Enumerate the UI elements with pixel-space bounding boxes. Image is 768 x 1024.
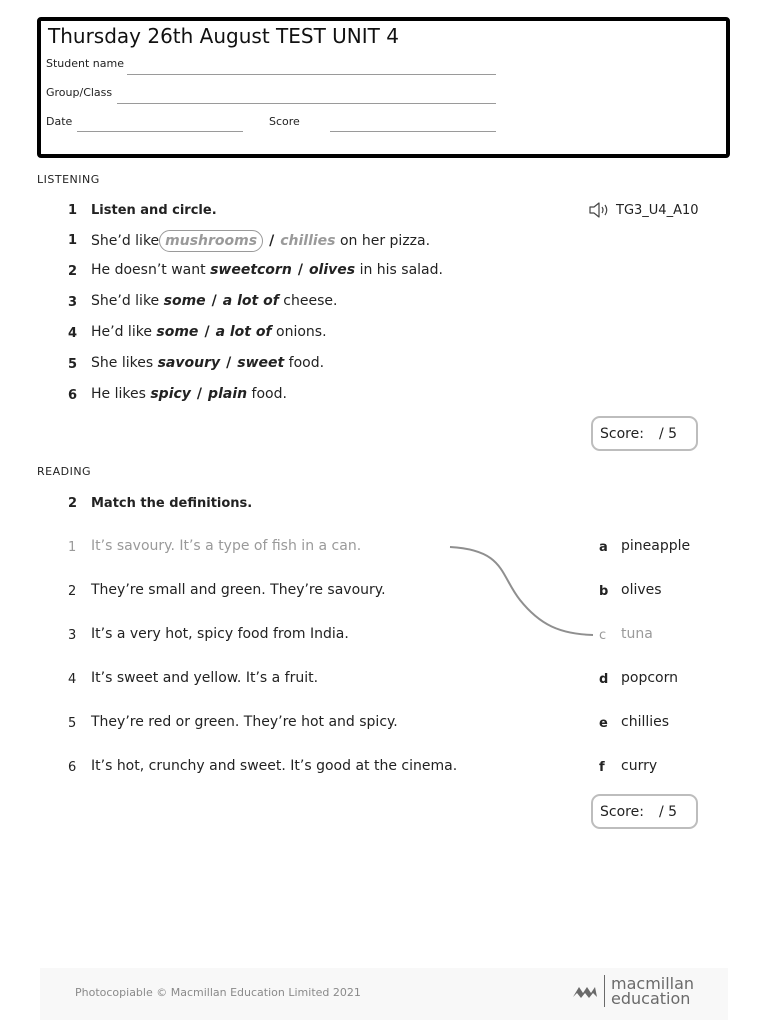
definition-number: 3 — [68, 628, 77, 643]
definition-number: 1 — [68, 540, 77, 555]
listening-item-number: 6 — [68, 388, 78, 403]
page-title: Thursday 26th August TEST UNIT 4 — [48, 24, 399, 48]
reading-score-box — [591, 794, 698, 829]
separator: / — [204, 324, 210, 340]
listening-instruction: Listen and circle. — [91, 203, 217, 218]
macmillan-logo — [572, 975, 694, 1007]
option-2[interactable]: olives — [308, 262, 356, 278]
score-box-label: Score: — [600, 803, 644, 820]
circled-answer: mushrooms — [159, 230, 263, 252]
definition-text: It’s a very hot, spicy food from India. — [91, 626, 349, 642]
listening-item-number: 3 — [68, 295, 78, 310]
separator: / — [269, 233, 275, 249]
option-2: chillies — [280, 233, 336, 249]
item-text-before: She likes — [91, 355, 154, 371]
definition-number: 6 — [68, 760, 77, 775]
group-class-label: Group/Class — [46, 86, 113, 99]
score-label: Score — [269, 115, 300, 128]
item-text-before: He doesn’t want — [91, 262, 206, 278]
option-2[interactable]: sweet — [237, 355, 285, 371]
item-text-before: He’d like — [91, 324, 152, 340]
definition-number: 2 — [68, 584, 77, 599]
listening-item-number: 2 — [68, 264, 78, 279]
copyright-text: Photocopiable © Macmillan Education Limited 2021 — [75, 986, 361, 999]
listening-item-number: 5 — [68, 357, 78, 372]
item-text-before: He likes — [91, 386, 146, 402]
reading-section-label: READING — [37, 465, 92, 478]
definition-number: 4 — [68, 672, 77, 687]
item-text-after: food. — [288, 355, 325, 371]
logo-divider — [604, 975, 605, 1007]
item-text-before: She’d like — [91, 293, 160, 309]
definition-text: It’s sweet and yellow. It’s a fruit. — [91, 670, 319, 686]
answer-letter: a — [599, 540, 608, 555]
separator: / — [211, 293, 217, 309]
macmillan-logo-icon — [572, 982, 598, 1000]
answer-letter: d — [599, 672, 609, 687]
definition-text: It’s hot, crunchy and sweet. It’s good at the cinema. — [91, 758, 458, 774]
item-text-after: food. — [251, 386, 287, 402]
separator: / — [297, 262, 303, 278]
logo-wordmark — [611, 976, 694, 1006]
item-text-after: onions. — [276, 324, 327, 340]
reading-instruction: Match the definitions. — [91, 496, 253, 511]
definition-number: 5 — [68, 716, 77, 731]
option-2[interactable]: a lot of — [222, 293, 279, 309]
answer-word[interactable]: curry — [621, 758, 658, 774]
logo-line-2: education — [611, 989, 691, 1008]
answer-word[interactable]: olives — [621, 582, 662, 598]
item-text-after: in his salad. — [359, 262, 443, 278]
audio-track-label: TG3_U4_A10 — [616, 202, 699, 218]
score-box-total: / 5 — [659, 803, 678, 820]
option-2[interactable]: plain — [208, 386, 248, 402]
option-1[interactable]: spicy — [150, 386, 191, 402]
answer-word[interactable]: popcorn — [621, 670, 678, 686]
logo-line-1: macmillan — [611, 974, 695, 993]
answer-letter: e — [599, 716, 608, 731]
listening-item-number: 1 — [68, 233, 78, 248]
separator: / — [226, 355, 232, 371]
listening-item-number: 4 — [68, 326, 78, 341]
definition-text: They’re red or green. They’re hot and spicy. — [91, 714, 398, 730]
option-1[interactable]: some — [156, 324, 199, 340]
answer-word[interactable]: tuna — [621, 626, 653, 642]
option-1[interactable]: savoury — [157, 355, 221, 371]
definition-text: They’re small and green. They’re savoury. — [91, 582, 386, 598]
question-number-2: 2 — [68, 496, 78, 511]
answer-word[interactable]: chillies — [621, 714, 670, 730]
question-number-1: 1 — [68, 203, 78, 218]
date-label: Date — [46, 115, 73, 128]
item-text-before: She’d like — [91, 233, 160, 249]
item-text-after: on her pizza. — [339, 233, 431, 249]
answer-letter: b — [599, 584, 609, 599]
separator: / — [196, 386, 203, 402]
listening-section-label: LISTENING — [37, 173, 100, 186]
option-1[interactable]: sweetcorn — [210, 262, 292, 278]
score-box-label: Score: — [600, 425, 644, 442]
answer-letter: f — [599, 760, 605, 775]
student-name-label: Student name — [46, 57, 124, 70]
answer-word[interactable]: pineapple — [621, 538, 691, 554]
answer-letter: c — [599, 628, 607, 643]
option-2[interactable]: a lot of — [215, 324, 272, 340]
option-1[interactable]: some — [163, 293, 206, 309]
score-box-total: / 5 — [659, 425, 678, 442]
item-text-after: cheese. — [283, 293, 338, 309]
definition-text: It’s savoury. It’s a type of fish in a can. — [91, 538, 362, 554]
